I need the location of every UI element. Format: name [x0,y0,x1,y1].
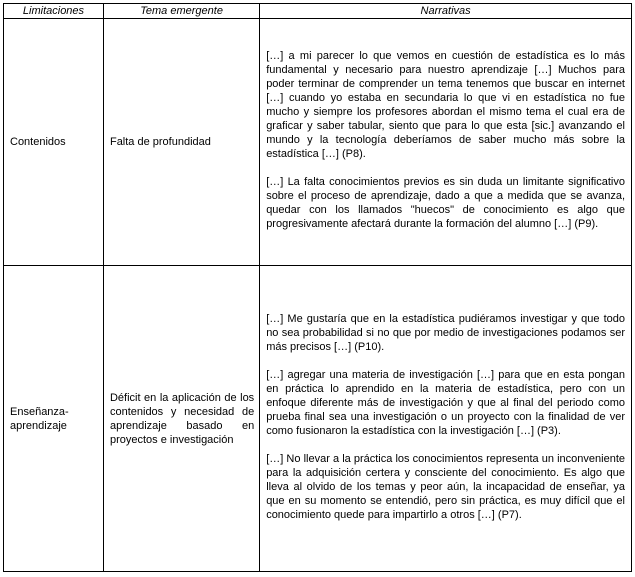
cell-limitacion: Enseñanza-aprendizaje [4,266,104,572]
table-header-row [4,4,632,19]
header-tema-emergente: Tema emergente [103,4,259,19]
cell-tema: Falta de profundidad [103,19,259,266]
narrative-quote: […] Me gustaría que en la estadística pudiéramos investigar y que todo no sea probabilidad si no que por medio de investigaciones podamos ser más precisos […] (P10). [266,312,625,353]
header-limitaciones: Limitaciones [4,4,104,19]
narrative-quote: […] a mi parecer lo que vemos en cuestión de estadística es lo más fundamental y necesario para nuestro aprendizaje […] Muchos para poder terminar de comprender un tema tenemos que buscar en internet […] cuando yo estaba en secundaria lo que vi en estadística no fue mucho y siempre los profesores abordan el mismo tema el cual era de graficar y saber tabular, siento que para lo que esta [sic.] avanzando el mundo y la tecnología deberíamos de saber mucho más sobre la estadística […] (P8). [266,50,625,160]
cell-tema: Déficit en la aplicación de los contenidos y necesidad de aprendizaje basado en proyectos e investigación [103,266,259,572]
cell-limitacion: Contenidos [4,19,104,266]
narrative-quote: […] No llevar a la práctica los conocimientos representa un inconveniente para la adquisición certera y consciente del conocimiento. Es algo que lleva al olvido de los temas y peor aún, la incapacidad de enseñar, ya que en su momento se entendió, pero sin práctica, es muy difícil que el conocimiento quede para impartirlo a otros […] (P7). [266,452,625,521]
limitations-table [3,3,632,572]
narrative-quote: […] La falta conocimientos previos es sin duda un limitante significativo sobre el proceso de aprendizaje, dado a que a medida que se avanza, quedar con los llamados "huecos" de conocimiento es algo que progresivamente afectará durante la formación del alumno […] (P9). [266,176,625,230]
cell-narrativas [260,266,632,572]
cell-narrativas [260,19,632,266]
header-narrativas: Narrativas [260,4,632,19]
table-row [4,266,632,572]
table-row [4,19,632,266]
narrative-quote: […] agregar una materia de investigación […] para que en esta pongan en práctica lo aprendido en la materia de estadística, pero con un enfoque diferente más de investigación y que al final del periodo como prueba final sea una investigación o un proyecto con la finalidad de ver como fusionaron la estadística con la investigación […] (P3). [266,368,625,437]
